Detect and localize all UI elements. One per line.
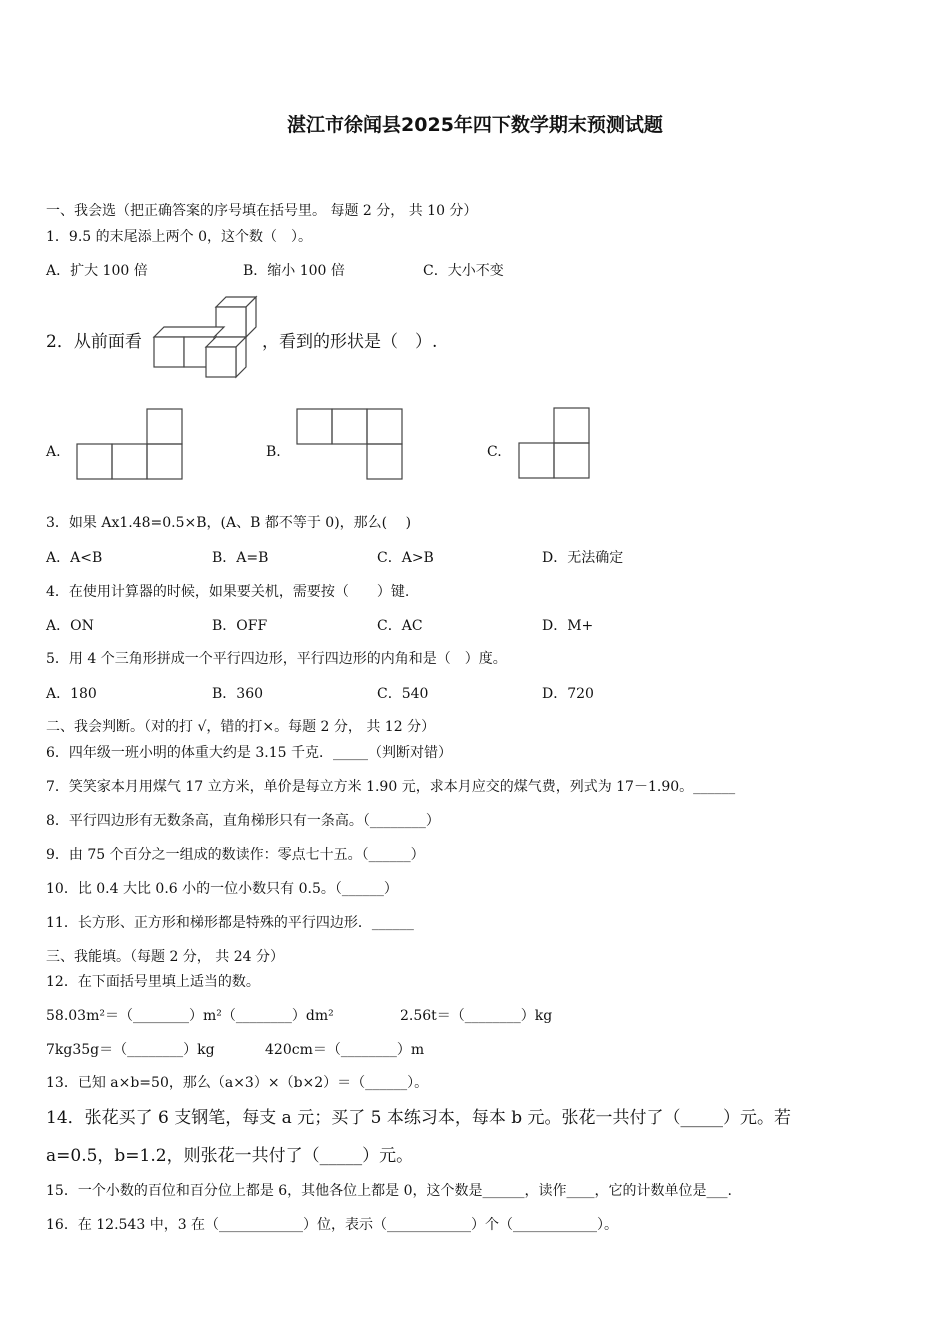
q3-option-b: B．A=B: [212, 550, 269, 566]
q8: 8．平行四边形有无数条高，直角梯形只有一条高。（________）: [46, 813, 440, 829]
q4-option-b: B．OFF: [212, 618, 268, 634]
q14-line1: 14．张花买了 6 支钢笔，每支 a 元；买了 5 本练习本，每本 b 元。张花一共付了（_____）元。若: [46, 1108, 792, 1128]
q12-line1-a: 58.03m²＝（________）m²（________）dm²: [46, 1008, 334, 1024]
q5-option-a: A．180: [46, 686, 97, 702]
q2-cube-figure: [150, 295, 260, 380]
q2-option-b-label: B.: [266, 444, 281, 460]
q2-stem-suffix: ，看到的形状是（ ）.: [262, 332, 438, 352]
q1-option-c: C．大小不变: [423, 263, 504, 279]
q15: 15．一个小数的百位和百分位上都是 6，其他各位上都是 0，这个数是______，读作____，它的计数单位是___.: [46, 1183, 732, 1199]
q12-stem: 12．在下面括号里填上适当的数。: [46, 974, 260, 990]
q2-option-a-label: A.: [46, 444, 61, 460]
q5-option-d: D．720: [542, 686, 594, 702]
q3-option-c: C．A>B: [377, 550, 434, 566]
q4-option-a: A．ON: [46, 618, 94, 634]
q10: 10．比 0.4 大比 0.6 小的一位小数只有 0.5。（______）: [46, 881, 398, 897]
q4-option-d: D．M+: [542, 618, 594, 634]
q1-stem: 1．9.5 的末尾添上两个 0，这个数（ ）。: [46, 229, 312, 245]
q3-stem: 3．如果 Ax1.48=0.5×B，(A、B 都不等于 0)，那么( ): [46, 515, 412, 531]
q14-line2: a=0.5，b=1.2，则张花一共付了（_____）元。: [46, 1146, 414, 1166]
q3-option-d: D．无法确定: [542, 550, 624, 566]
q12-line1-b: 2.56t＝（________）kg: [400, 1008, 553, 1024]
section2-heading: 二、我会判断。（对的打 √，错的打×。每题 2 分， 共 12 分）: [46, 719, 436, 735]
q2-option-c-figure: [518, 406, 592, 480]
q4-stem: 4．在使用计算器的时候，如果要关机，需要按（ ）键.: [46, 584, 410, 600]
section1-heading: 一、我会选（把正确答案的序号填在括号里。 每题 2 分， 共 10 分）: [46, 203, 478, 219]
q3-option-a: A．A<B: [46, 550, 103, 566]
page-title: 湛江市徐闻县2025年四下数学期末预测试题: [287, 114, 663, 136]
q2-stem-prefix: 2．从前面看: [46, 332, 142, 352]
q5-stem: 5．用 4 个三角形拼成一个平行四边形，平行四边形的内角和是（ ）度。: [46, 651, 507, 667]
q12-line2-a: 7kg35g＝（________）kg: [46, 1042, 215, 1058]
q5-option-c: C．540: [377, 686, 429, 702]
q2-option-b-figure: [296, 408, 404, 480]
section3-heading: 三、我能填。（每题 2 分， 共 24 分）: [46, 949, 284, 965]
q1-option-b: B．缩小 100 倍: [243, 263, 345, 279]
q16: 16．在 12.543 中，3 在（____________）位，表示（____________）个（____________）。: [46, 1217, 619, 1233]
q2-option-a-figure: [76, 408, 184, 480]
q13: 13．已知 a×b=50，那么（a×3）×（b×2）＝（______）。: [46, 1075, 429, 1091]
q11: 11．长方形、正方形和梯形都是特殊的平行四边形．______: [46, 915, 414, 931]
q5-option-b: B．360: [212, 686, 264, 702]
q6: 6．四年级一班小明的体重大约是 3.15 千克．_____（判断对错）: [46, 745, 452, 761]
q2-option-c-label: C.: [487, 444, 502, 460]
q1-option-a: A．扩大 100 倍: [46, 263, 148, 279]
q12-line2-b: 420cm＝（________）m: [265, 1042, 425, 1058]
q7: 7．笑笑家本月用煤气 17 立方米，单价是每立方米 1.90 元，求本月应交的煤气费，列式为 17－1.90。______: [46, 779, 736, 795]
q4-option-c: C．AC: [377, 618, 423, 634]
q9: 9．由 75 个百分之一组成的数读作：零点七十五。（______）: [46, 847, 425, 863]
